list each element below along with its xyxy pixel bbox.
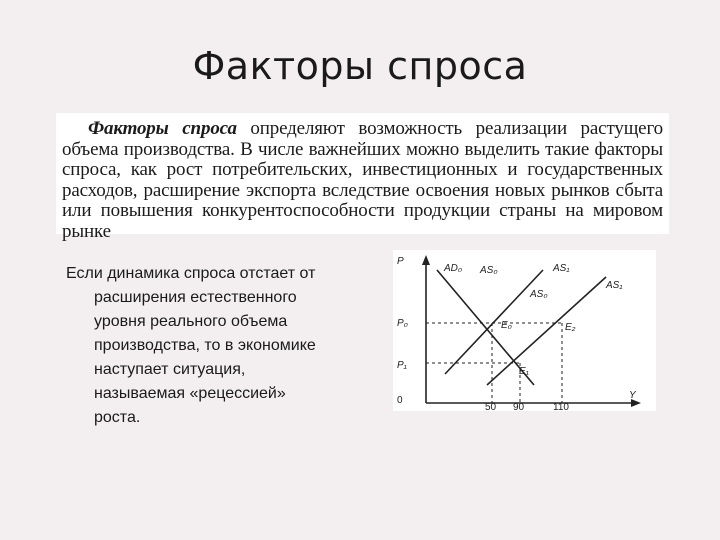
slide-title: Факторы спроса: [192, 44, 528, 88]
body-line: производства, то в экономике: [94, 337, 316, 354]
x-tick-90: 90: [513, 402, 525, 411]
as1-right-label: AS₁: [606, 280, 623, 291]
body-line: Если динамика спроса отстает от: [66, 265, 316, 282]
x-tick-50: 50: [485, 402, 497, 411]
body-line: роста.: [94, 409, 141, 426]
axis-x-label: Y: [629, 390, 636, 401]
scanned-text-box: [56, 113, 669, 242]
e2-label: E₂: [565, 322, 576, 333]
body-line: расширения естественного: [94, 289, 297, 306]
p0-label: P₀: [397, 318, 408, 329]
scan-body-text: определяют возможность реализации растущего объема производства. В числе важнейших можно выделить такие факторы спроса, как рост потребительских, инвестиционных и государственных расходов, расширение экспорта вследствие освоения новых рынков сбыта или повышения конкурентоспособности продукции страны на мировом рынке: [62, 118, 663, 242]
ad0-label: AD₀: [444, 263, 463, 274]
as0-curve: [445, 270, 543, 374]
e0-label: E₀: [501, 320, 512, 331]
axis-y-label: P: [397, 256, 404, 267]
body-line: наступает ситуация,: [94, 361, 246, 378]
as1-top-label: AS₁: [553, 263, 570, 274]
p1-label: P₁: [397, 360, 407, 371]
as0-mid-label: AS₀: [530, 289, 548, 300]
body-text: [66, 262, 366, 430]
as0-top-label: AS₀: [480, 265, 498, 276]
y-axis-arrow: [422, 255, 430, 265]
origin-label: 0: [397, 395, 403, 406]
body-line: уровня реального объема: [94, 313, 288, 330]
x-tick-110: 110: [553, 402, 569, 411]
scan-lead-term: Факторы спроса: [88, 118, 237, 139]
body-line: называемая «рецессией»: [94, 385, 286, 402]
ad-as-graph: [393, 250, 656, 411]
ad-as-svg: [393, 250, 656, 411]
e1-label: E₁: [519, 366, 529, 377]
